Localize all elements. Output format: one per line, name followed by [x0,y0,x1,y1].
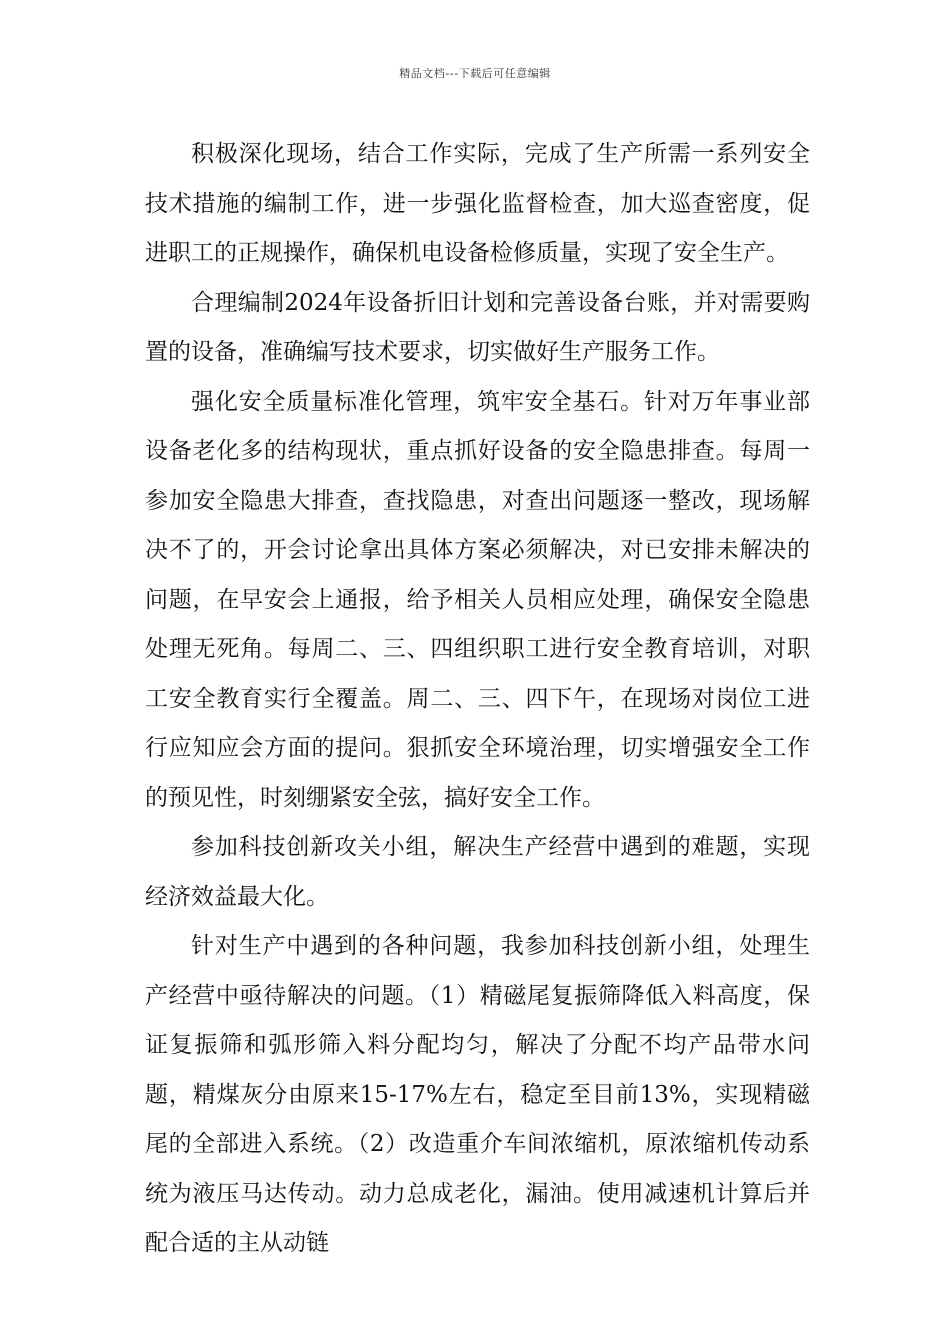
paragraph-5: 针对生产中遇到的各种问题，我参加科技创新小组，处理生产经营中亟待解决的问题。（1）精磁尾复振筛降低入料高度，保证复振筛和弧形筛入料分配均匀，解决了分配不均产品带水问题，精煤灰分由原来15-17%左右，稳定至目前13%，实现精磁尾的全部进入系统。（2）改造重介车间浓缩机，原浓缩机传动系统为液压马达传动。动力总成老化，漏油。使用减速机计算后并配合适的主从动链 [145,933,810,1256]
document-body [145,130,810,1269]
page-header: 精品文档---下载后可任意编辑 [399,67,551,80]
paragraph-3: 强化安全质量标准化管理，筑牢安全基石。针对万年事业部设备老化多的结构现状，重点抓好设备的安全隐患排查。每周一参加安全隐患大排查，查找隐患，对查出问题逐一整改，现场解决不了的，开会讨论拿出具体方案必须解决，对已安排未解决的问题，在早安会上通报，给予相关人员相应处理，确保安全隐患处理无死角。每周二、三、四组织职工进行安全教育培训，对职工安全教育实行全覆盖。周二、三、四下午，在现场对岗位工进行应知应会方面的提问。狠抓安全环境治理，切实增强安全工作的预见性，时刻绷紧安全弦，搞好安全工作。 [145,388,810,811]
paragraph-4: 参加科技创新攻关小组，解决生产经营中遇到的难题，实现经济效益最大化。 [145,834,810,910]
paragraph-1: 积极深化现场，结合工作实际，完成了生产所需一系列安全技术措施的编制工作，进一步强化监督检查，加大巡查密度，促进职工的正规操作，确保机电设备检修质量，实现了安全生产。 [145,141,810,266]
paragraph-2: 合理编制2024年设备折旧计划和完善设备台账，并对需要购置的设备，准确编写技术要求，切实做好生产服务工作。 [145,289,810,365]
